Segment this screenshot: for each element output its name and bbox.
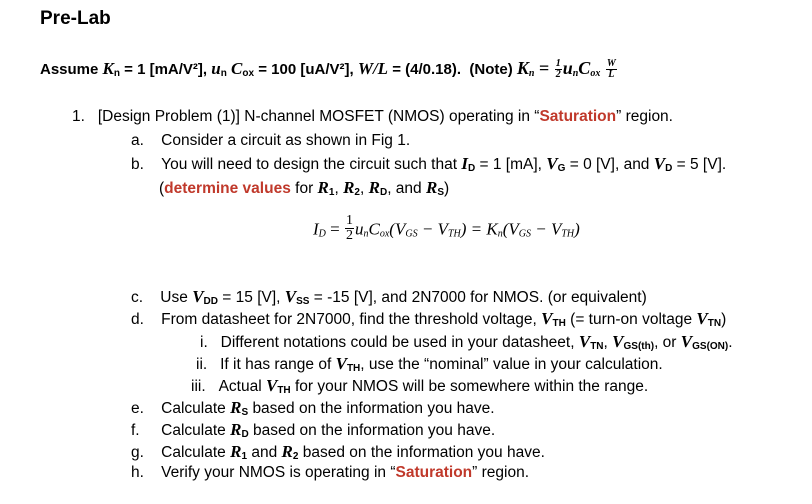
item-1d-ii-label: ii.: [196, 356, 208, 373]
item-1a: [131, 132, 410, 150]
item-1e: e. Calculate $R_S$ based on the information you have.: [131, 398, 495, 418]
kn-value: = 1 [mA/V²],: [124, 61, 208, 78]
item-1-text-end: ” region.: [616, 108, 673, 125]
assumption-line: [40, 58, 618, 80]
note-formula: $K_n$ = $\frac{1}{2}$ $u_nC_{ox}$ $\frac{W}{L}$: [516, 58, 616, 81]
item-1h-label: h.: [131, 464, 144, 481]
item-1d-label: d.: [131, 311, 144, 328]
item-1g-label: g.: [131, 444, 144, 461]
cox-subscript: ox: [242, 68, 255, 79]
cox-symbol: C: [231, 59, 243, 78]
item-1b: b. You will need to design the circuit such that $I_D = 1$ [mA], $V_G = 0$ [V], and $V_D = 5$ [V].: [131, 154, 727, 174]
item-1d-ii: ii. If it has range of $V_{TH}$, use the “nominal” value in your calculation.: [196, 354, 663, 374]
page-title: Pre-Lab: [40, 8, 111, 29]
saturation-highlight: Saturation: [539, 108, 617, 125]
wl-symbol: W/L: [357, 59, 389, 78]
item-1b-label: b.: [131, 156, 144, 173]
un-symbol: u: [211, 59, 221, 78]
item-1b-continued: (determine values for $R_1$, $R_2$, $R_D$, and $R_S$): [159, 178, 450, 198]
item-1d: d. From datasheet for 2N7000, find the threshold voltage, $V_{TH}$ (= turn-on voltage $V_{TN}$): [131, 309, 727, 329]
item-1: [72, 108, 673, 126]
note-label: (Note): [469, 61, 513, 78]
item-1b-text: You will need to design the circuit such that: [161, 156, 458, 173]
drain-current-equation: $I_D$ = $\frac{1}{2}$ $u_nC_{ox}(V_{GS} - V_{TH}) = K_n(V_{GS} - V_{TH})$: [313, 213, 580, 243]
saturation-highlight-2: Saturation: [395, 464, 473, 481]
item-1a-text: Consider a circuit as shown in Fig 1.: [161, 132, 411, 149]
kn-subscript: n: [113, 68, 120, 79]
item-1c-label: c.: [131, 289, 144, 306]
item-1g: g. Calculate $R_1$ and $R_2$ based on the information you have.: [131, 442, 545, 462]
item-1f: f. Calculate $R_D$ based on the information you have.: [131, 420, 496, 440]
item-1h: h. Verify your NMOS is operating in “Saturation” region.: [131, 464, 530, 481]
item-1d-iii-label: iii.: [191, 378, 206, 395]
uncox-value: = 100 [uA/V²],: [258, 61, 354, 78]
determine-values-highlight: determine values: [164, 180, 291, 197]
wl-value: = (4/0.18).: [392, 61, 462, 78]
item-1f-label: f.: [131, 422, 140, 439]
item-1-number: 1.: [72, 108, 85, 125]
assume-lead: Assume: [40, 61, 99, 78]
item-1a-label: a.: [131, 132, 144, 149]
item-1-text: [Design Problem (1)] N-channel MOSFET (NMOS) operating in “: [97, 108, 540, 125]
item-1d-i-label: i.: [200, 334, 208, 351]
un-subscript: n: [220, 68, 227, 79]
item-1d-i: i. Different notations could be used in your datasheet, $V_{TN}$, $V_{GS(th)}$, or $V_{GS(ON)}$.: [200, 332, 733, 352]
item-1e-label: e.: [131, 400, 144, 417]
kn-symbol: K: [102, 59, 114, 78]
item-1d-iii: iii. Actual $V_{TH}$ for your NMOS will be somewhere within the range.: [191, 376, 649, 396]
item-1c: c. Use $V_{DD} = 15$ [V], $V_{SS} = -15$ [V], and 2N7000 for NMOS. (or equivalent): [131, 287, 647, 307]
